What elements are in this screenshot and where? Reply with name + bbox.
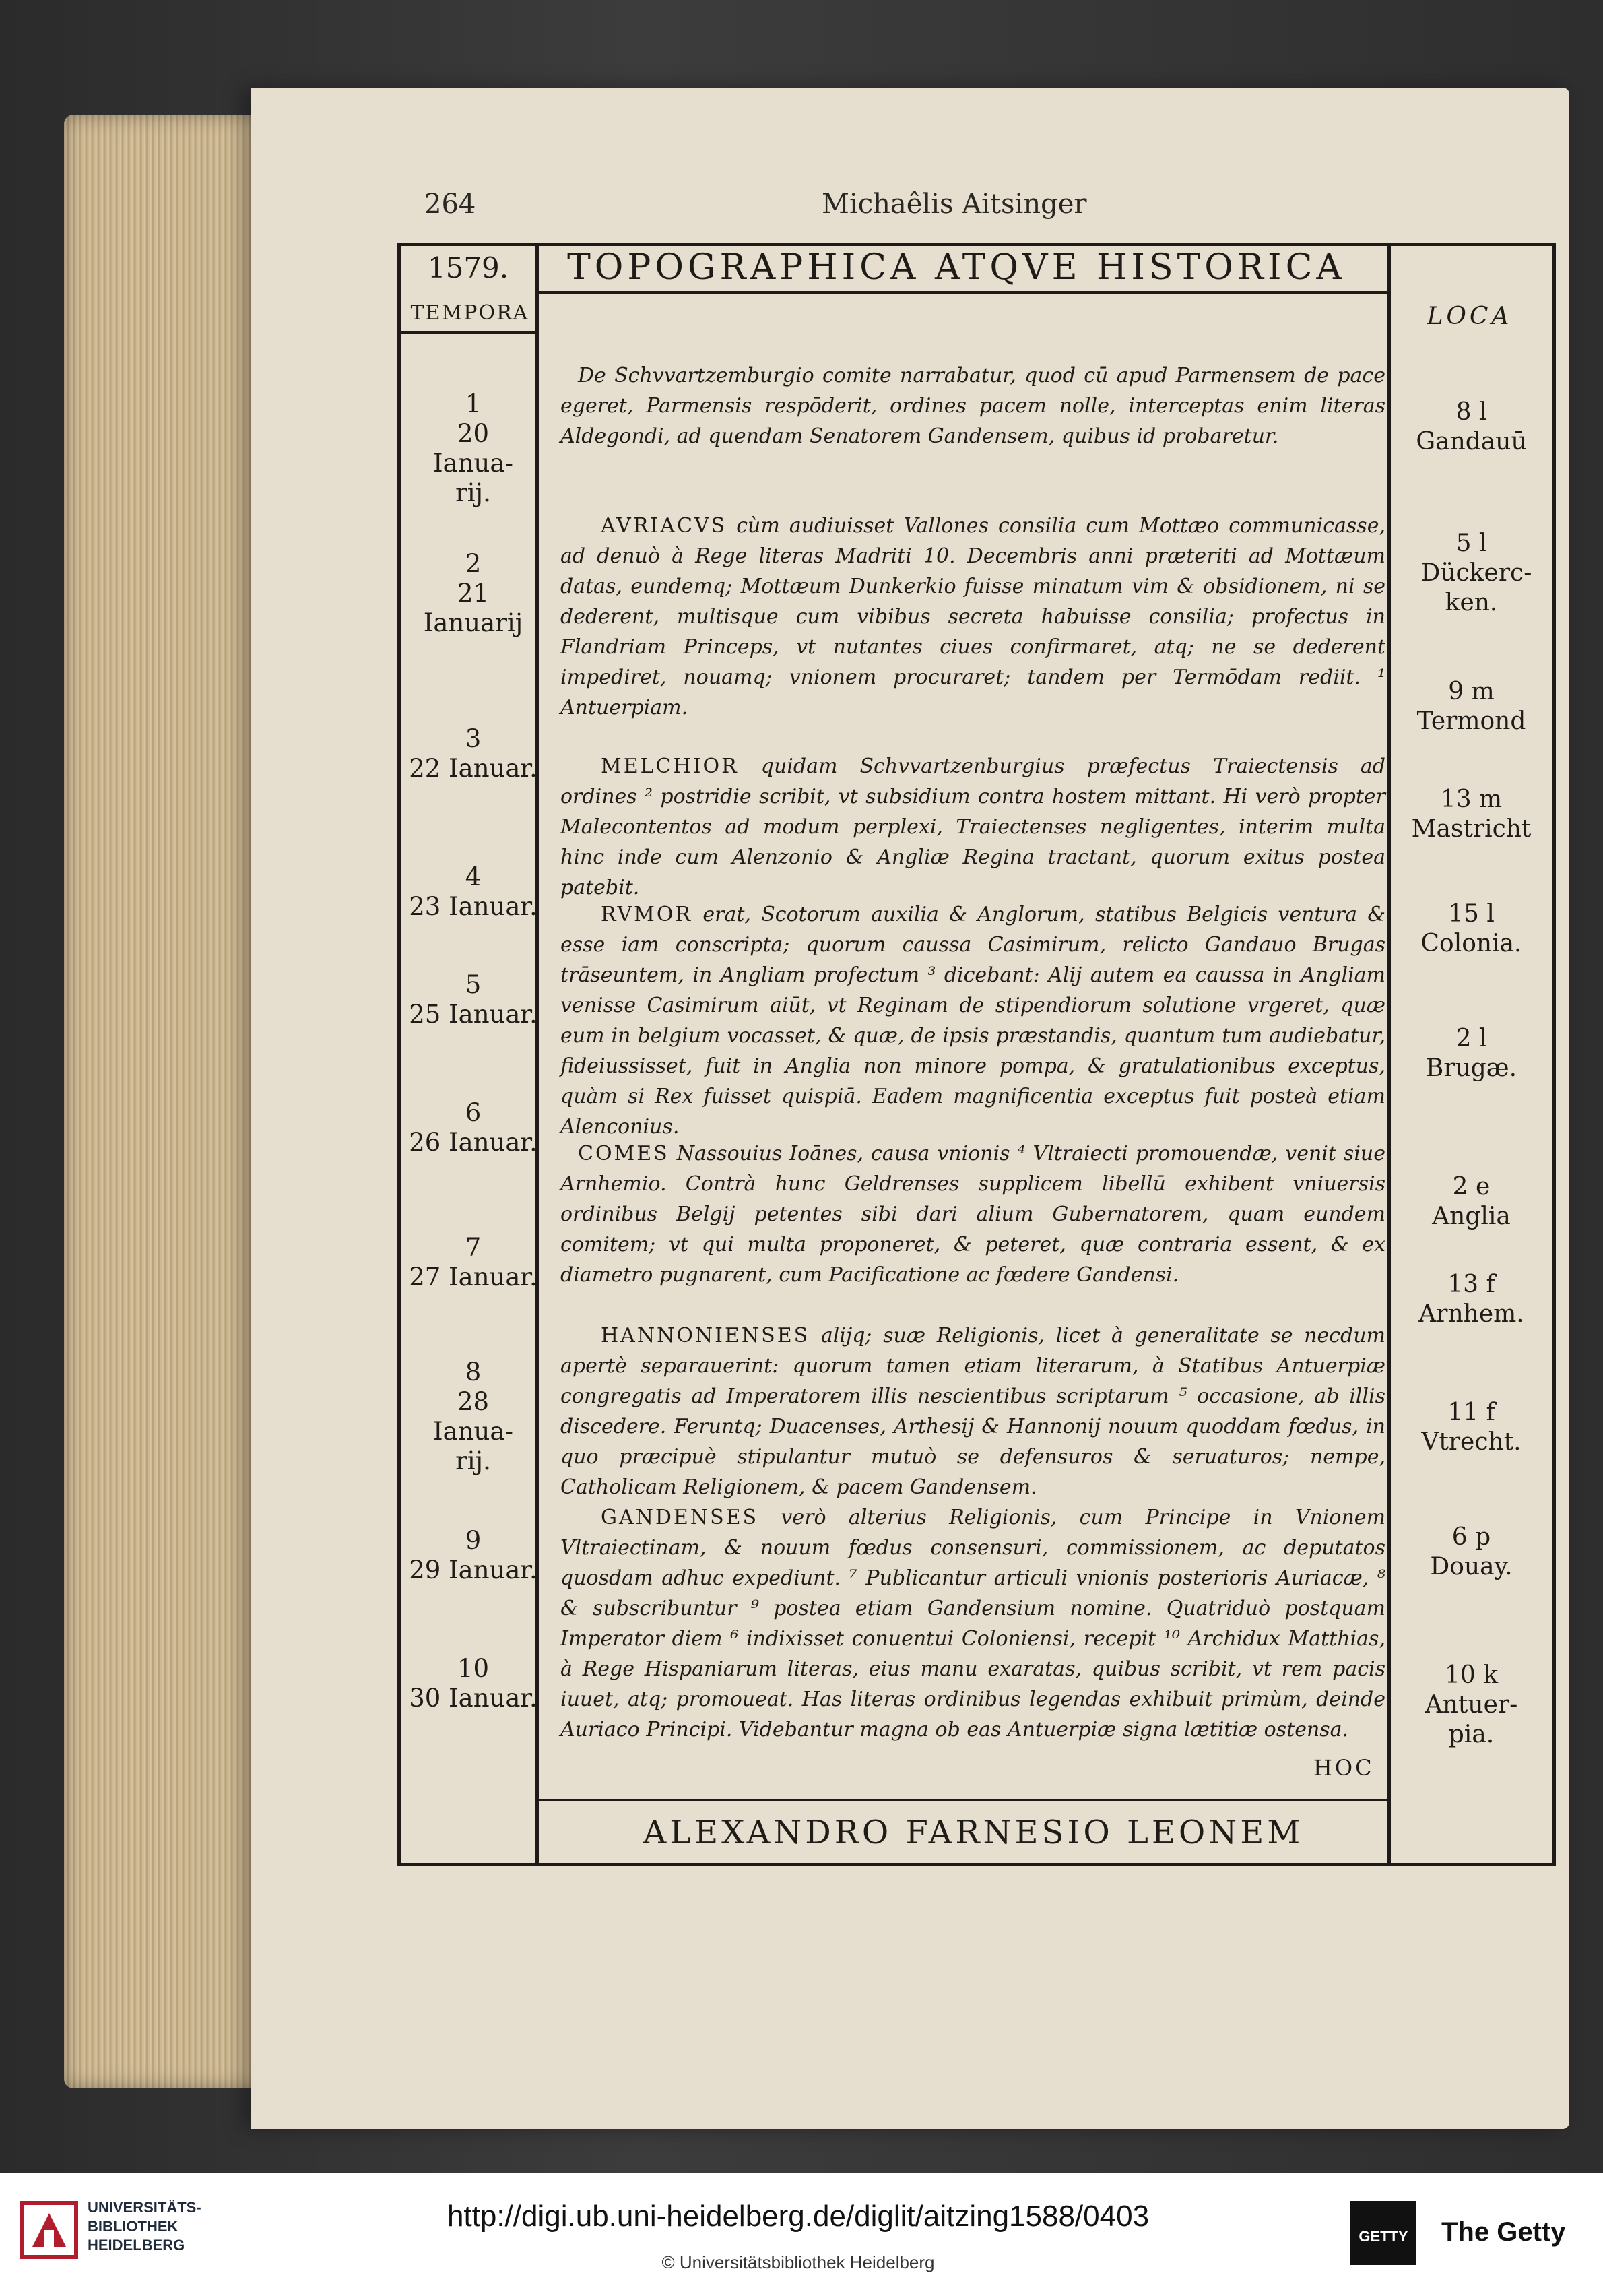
paragraph-lead: RVMOR [601, 903, 693, 926]
date-entry [404, 724, 542, 784]
date-number: 1 [465, 389, 482, 418]
date-entry [404, 1654, 542, 1713]
footer-rule-center [535, 1799, 1387, 1801]
location-entry [1389, 1661, 1554, 1750]
location-name: Brugæ. [1425, 1054, 1517, 1082]
date-number: 10 [457, 1654, 490, 1683]
date-text: 27 Ianuar. [409, 1263, 537, 1292]
date-entry [404, 862, 542, 922]
location-name: Mastricht [1411, 815, 1532, 843]
footer-title: ALEXANDRO FARNESIO LEONEM [643, 1814, 1304, 1851]
location-entry [1389, 1398, 1554, 1457]
paragraph-text: cùm audiuisset Vallones consilia cum Mottæo communicasse, ad denuò à Rege literas Madriti 10. Decembris anni præteriti ad Mottæum datas, eundemq; Mottæum Dunkerkio fuisse minatum vim & obsidionem, ni se dederent, multisque cum vibibus secreta habuisse consilia; profectus in Flandriam Princeps, vt nutantes ciues confirmaret, atq; ne se dederent impediret, nouamq; vnionem procuraret; tandem per Termōdam rediit. ¹ Antuerpiam. [560, 514, 1385, 720]
location-code: 8 l [1455, 398, 1487, 426]
date-entry [404, 389, 542, 508]
paragraph-text: alijq; suæ Religionis, licet à generalitate se necdum apertè separauerint: quorum tamen etiam literarum, à Statibus Antuerpiæ congregatis ad Imperatorem illis nescientibus scriptarum ⁵ occasione, ab illis discedere. Feruntq; Duacenses, Arthesij & Hannonij nouum quoddam fœdus, in quo præcipuè stipulantur mutuò se defensuros & seruaturos; nempe, Catholicam Religionem, & pacem Gandensem. [560, 1324, 1385, 1499]
paragraph [560, 751, 1385, 903]
running-head-author: Michaêlis Aitsinger [822, 189, 1087, 220]
date-text: 25 Ianuar. [409, 1000, 537, 1029]
paragraph-text: quidam Schvvartzenburgius præfectus Traiectensis ad ordines ² postridie scribit, vt subsidium contra hostem mittant. Hi verò propter Malecontentos ad modum perplexi, Traiectenses negligentes, interim multa hinc inde cum Alenzonio & Angliæ Regina tractant, quorum exitus postea patebit. [560, 755, 1385, 899]
date-number: 6 [465, 1098, 482, 1127]
location-code: 13 f [1447, 1271, 1495, 1298]
date-number: 8 [465, 1358, 482, 1386]
date-number: 3 [465, 724, 482, 753]
location-name: Gandauū [1416, 428, 1527, 455]
location-name: Dückerc-ken. [1420, 559, 1532, 616]
paragraph [560, 360, 1385, 451]
location-name: Douay. [1430, 1553, 1513, 1581]
location-entry [1389, 1523, 1554, 1582]
paragraph-lead: COMES [578, 1142, 669, 1166]
location-code: 11 f [1447, 1399, 1495, 1426]
paragraph-text: verò alterius Religionis, cum Principe in Vnionem Vltraiectinam, & nouum fœdus consensuri, commissionem, ac deputatos quosdam adhuc expediunt. ⁷ Publicantur articuli vnionis posterioris Auriacæ, ⁸ & subscribuntur ⁹ postea etiam Gandensium nomine. Quatriduò postquam Imperator diem ⁶ indixisset conuentui Coloniensi, recepit ¹⁰ Archidux Matthias, à Rege Hispaniarum literas, eius manu exaratas, quibus scribit, vt rem pacis iuuet, atq; promoueat. Has literas ordinibus legendas exhibuit primùm, deinde Auriaco Principi. Videbantur magna ob eas Antuerpiæ signa lætitiæ ostensa. [560, 1506, 1385, 1742]
location-name: Termond [1416, 707, 1526, 735]
viewer-footer [0, 2173, 1603, 2296]
paragraph-lead: AVRIACVS [601, 514, 727, 538]
paragraph-text: erat, Scotorum auxilia & Anglorum, statibus Belgicis ventura & esse iam conscripta; quorum caussa Casimirum, relicto Gandauo Brugas trāseuntem, in Angliam profectum ³ dicebant: Alij autem ea caussa in Angliam venisse Casimirum aiūt, vt Reginam de stipendiorum solutione vrgeret, quæ eum in belgium vocasset, & quæ, de ipsis præstandis, quantum tum audiebatur, fideiussisset, fuit in Anglia non minore pompa, & gratulationibus exceptus, quàm si Rex fuisset quispiā. Eadem magnificentia exceptus fuit posteà etiam Alenconius. [560, 903, 1385, 1139]
date-text: 30 Ianuar. [409, 1684, 537, 1713]
header-rule-left [397, 331, 539, 334]
location-code: 10 k [1444, 1661, 1499, 1689]
date-text: 28 Ianua-rij. [433, 1387, 513, 1475]
date-text: 21 Ianuarij [423, 579, 523, 637]
paragraph [560, 899, 1385, 1142]
location-entry [1389, 785, 1554, 844]
date-entry [404, 1358, 542, 1476]
getty-name: The Getty [1441, 2217, 1566, 2247]
date-text: 22 Ianuar. [409, 754, 537, 783]
date-entry [404, 1526, 542, 1585]
date-entry [404, 1098, 542, 1157]
page-url[interactable]: http://digi.ub.uni-heidelberg.de/diglit/aitzing1588/0403 [447, 2200, 1150, 2233]
paragraph-lead: HANNONIENSES [601, 1324, 810, 1347]
location-code: 5 l [1455, 530, 1487, 557]
location-code: 15 l [1448, 900, 1495, 928]
date-number: 9 [465, 1526, 482, 1555]
location-entry [1389, 397, 1554, 457]
location-entry [1389, 529, 1554, 618]
paragraph-text: Nassouius Ioānes, causa vnionis ⁴ Vltraiecti promouendæ, venit siue Arnhemio. Contrà hunc Geldrenses supplicem libellū exhibent vniuersis ordinibus Belgij petentes sibi dari alium Gubernatorem, quam eundem comitem; vt qui multa proponeret, & peteret, quæ contraria essent, & ex diametro pugnarent, cum Pacificatione ac fœdere Gandensi. [560, 1142, 1385, 1287]
date-entry [404, 1233, 542, 1292]
date-text: 29 Ianuar. [409, 1556, 537, 1585]
location-entry [1389, 1270, 1554, 1329]
library-name: UNIVERSITÄTS-BIBLIOTHEK HEIDELBERG [88, 2199, 201, 2254]
paragraph [560, 511, 1385, 723]
catchword: HOC [1313, 1755, 1375, 1781]
location-name: Colonia. [1420, 930, 1522, 957]
paragraph [560, 1320, 1385, 1502]
date-text: 23 Ianuar. [409, 892, 537, 921]
location-code: 13 m [1440, 786, 1503, 813]
location-name: Anglia [1432, 1203, 1511, 1230]
page-number: 264 [424, 189, 476, 220]
getty-logo-icon [1350, 2201, 1416, 2265]
paragraph [560, 1139, 1385, 1290]
date-entry [404, 970, 542, 1029]
library-logo-icon [19, 2200, 79, 2260]
table-title: TOPOGRAPHICA ATQVE HISTORICA [567, 247, 1346, 288]
getty-logo-letters: GETTY [1359, 2228, 1408, 2245]
date-text: 26 Ianuar. [409, 1128, 537, 1157]
paragraph [560, 1502, 1385, 1745]
date-text: 20 Ianua-rij. [433, 419, 513, 507]
location-name: Antuer-pia. [1425, 1691, 1518, 1748]
location-code: 2 l [1455, 1025, 1487, 1052]
location-entry [1389, 1172, 1554, 1232]
date-number: 7 [465, 1233, 482, 1262]
book-fore-edge [64, 115, 266, 2088]
location-entry [1389, 1024, 1554, 1083]
date-entry [404, 549, 542, 638]
date-number: 2 [465, 549, 482, 578]
location-name: Vtrecht. [1421, 1428, 1522, 1456]
location-entry [1389, 899, 1554, 959]
date-number: 4 [465, 862, 482, 891]
paragraph-text: De Schvvartzemburgio comite narrabatur, quod cū apud Parmensem de pace egeret, Parmensis respōderit, ordines pacem nolle, interceptas enim literas Aldegondi, ad quendam Senatorem Gandensem, quibus id probaretur. [560, 364, 1385, 448]
location-entry [1389, 677, 1554, 736]
loca-header: LOCA [1427, 302, 1513, 330]
copyright-notice: © Universitätsbibliothek Heidelberg [661, 2252, 935, 2272]
tempora-header: TEMPORA [410, 301, 529, 325]
location-code: 2 e [1452, 1173, 1491, 1201]
paragraph-lead: GANDENSES [601, 1506, 759, 1529]
location-name: Arnhem. [1418, 1300, 1524, 1328]
header-rule-center [535, 291, 1387, 294]
location-code: 6 p [1451, 1523, 1491, 1551]
location-code: 9 m [1448, 678, 1495, 705]
date-number: 5 [465, 970, 482, 999]
year-label: 1579. [427, 251, 509, 284]
paragraph-lead: MELCHIOR [601, 755, 739, 778]
